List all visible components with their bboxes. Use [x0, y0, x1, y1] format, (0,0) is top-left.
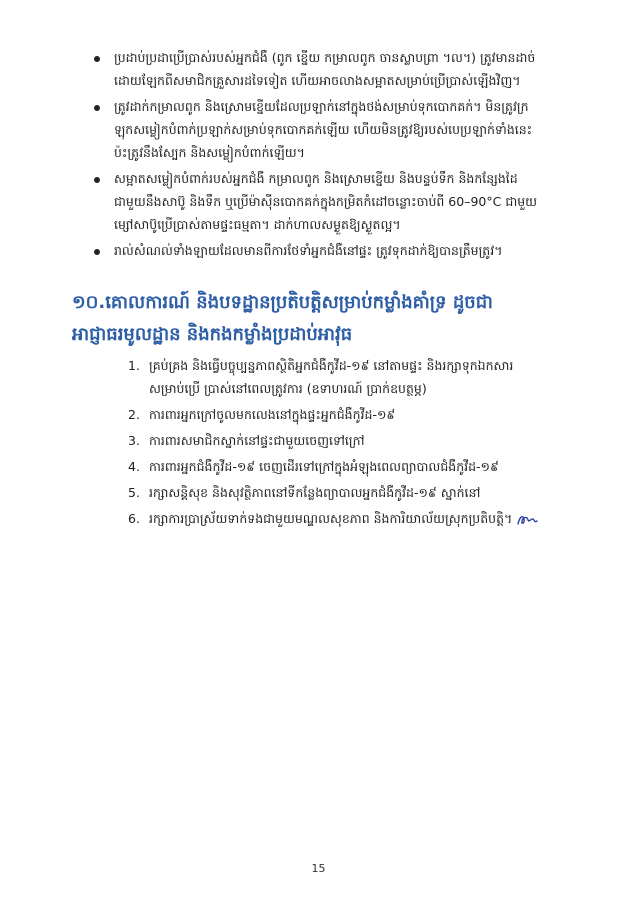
item-number: 5.	[128, 485, 140, 500]
text-line: ម្សៅសាប៊ូប្រើប្រាស់តាមផ្ទះធម្មតា។ ដាក់ហាលសម្ងួតឱ្យស្ងួតល្អ។	[114, 217, 401, 232]
numbered-list	[128, 354, 598, 533]
text-line: ប៉ះត្រូវនឹងស្បែក និងសម្លៀកបំពាក់ឡើយ។	[114, 145, 305, 160]
list-item	[92, 167, 592, 236]
bullet-icon	[94, 56, 100, 62]
list-item	[128, 354, 598, 400]
text-line: រក្សាសន្តិសុខ និងសុវត្ថិភាពនៅទីកន្លែងព្យាបាលអ្នកជំងឺកូវីដ-១៩ ស្នាក់នៅ	[149, 485, 481, 500]
list-item	[128, 481, 598, 504]
section-heading	[72, 287, 602, 351]
list-item	[92, 239, 592, 262]
list-item	[92, 95, 592, 164]
text-line: រាល់សំណល់ទាំងឡាយដែលមានពីការថែទាំអ្នកជំងឺនៅផ្ទះ ត្រូវទុកដាក់ឱ្យបានត្រឹមត្រូវ។	[114, 243, 503, 258]
text-line: ឡុកសម្លៀកបំពាក់ប្រឡាក់សម្រាប់ទុកបោកគក់ឡើយ ហើយមិនត្រូវឱ្យរបស់បេប្រឡាក់ទាំងនេះ	[114, 122, 533, 137]
text-line-content: រក្សាការប្រាស្រ័យទាក់ទងជាមួយមណ្ឌលសុខភាព និងការិយាល័យស្រុកប្រតិបត្តិ។	[149, 511, 513, 526]
item-number: 3.	[128, 433, 140, 448]
text-line: ប្រដាប់ប្រដាប្រើប្រាស់របស់អ្នកជំងឺ (ពូក ខ្នើយ កម្រាលពូក ចានស្លាបព្រា ។ល។) ត្រូវមានដាច់	[114, 50, 536, 65]
list-item	[92, 46, 592, 92]
text-line: គ្រប់គ្រង និងធ្វើបច្ចុប្បន្នភាពស្ថិតិអ្នកជំងឺកូវីដ-១៩ នៅតាមផ្ទះ និងរក្សាទុកឯកសារ	[149, 358, 514, 373]
text-line: សម្អាតសម្លៀកបំពាក់របស់អ្នកជំងឺ កម្រាលពូក និងស្រោមខ្នើយ និងបន្ទប់ទឹក និងកន្សែងដៃ	[114, 171, 518, 186]
bullet-icon	[94, 105, 100, 111]
page-number: 15	[311, 862, 326, 875]
text-line: ការពារអ្នកជំងឺកូវីដ-១៩ ចេញដើរទៅក្រៅក្នុងអំឡុងពេលព្យាបាលជំងឺកូវីដ-១៩	[149, 459, 499, 474]
bullet-list	[92, 46, 592, 265]
item-number: 1.	[128, 358, 140, 373]
list-item	[128, 429, 598, 452]
list-item	[128, 455, 598, 478]
text-line: ត្រូវដាក់កម្រាលពូក និងស្រោមខ្នើយដែលប្រឡាក់នៅក្នុងថង់សម្រាប់ទុកបោកគក់។ មិនត្រូវក្រ	[114, 99, 529, 114]
heading-line: អាជ្ញាធរមូលដ្ឋាន និងកងកម្លាំងប្រដាប់អាវុធ	[72, 324, 353, 345]
list-item	[128, 507, 598, 530]
item-number: 2.	[128, 407, 140, 422]
bullet-icon	[94, 177, 100, 183]
text-line: ជាមួយនឹងសាប៊ូ និងទឹក ឬប្រើម៉ាស៊ីនបោកគក់ក្នុងកម្រិតកំដៅចន្លោះចាប់ពី 60–90°C ជាមួយ	[114, 194, 538, 209]
text-line: សម្រាប់ប្រើ ប្រាស់នៅពេលត្រូវការ (ឧទាហរណ៍ ប្រាក់ឧបត្ថម្ភ)	[149, 381, 427, 396]
item-number: 6.	[128, 511, 140, 526]
bullet-icon	[94, 249, 100, 255]
text-line: ដោយឡែកពីសមាជិកគ្រួសារដទៃទៀត ហើយអាចលាងសម្អាតសម្រាប់ប្រើប្រាស់ឡើងវិញ។	[114, 73, 521, 88]
heading-line: ១០.គោលការណ៍ និងបទដ្ឋានប្រតិបត្តិសម្រាប់កម្លាំងគាំទ្រ ដូចជា	[72, 292, 493, 313]
text-line: ការពារអ្នកក្រៅចូលមកលេងនៅក្នុងផ្ទះអ្នកជំងឺកូវីដ-១៩	[149, 407, 396, 422]
text-line	[149, 507, 598, 530]
text-line: ការពារសមាជិកស្នាក់នៅផ្ទះជាមួយចេញទៅក្រៅ	[149, 433, 365, 448]
list-item	[128, 403, 598, 426]
initials-signature-icon	[516, 513, 538, 527]
item-number: 4.	[128, 459, 140, 474]
